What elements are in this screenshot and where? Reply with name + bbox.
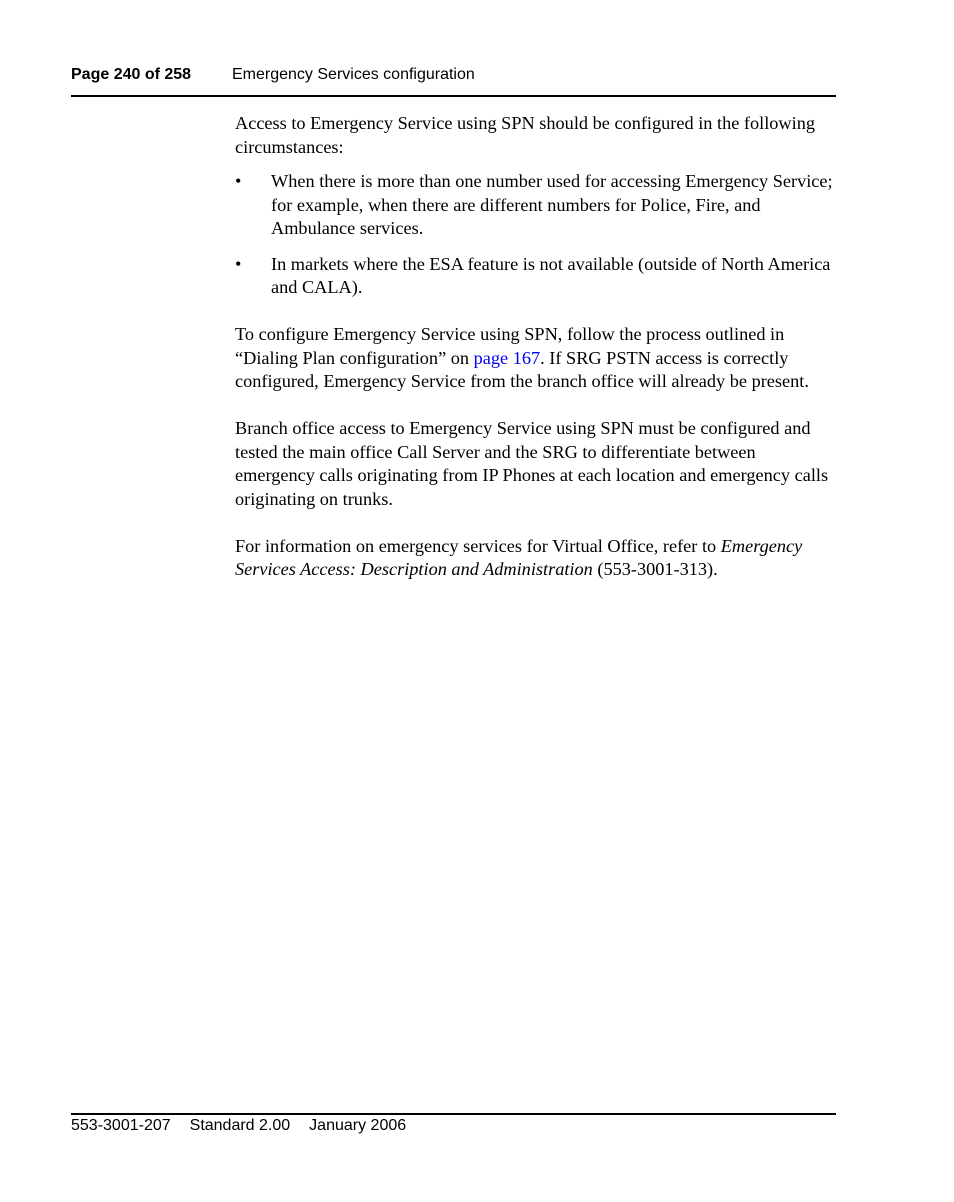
footer-rule [71,1113,836,1115]
virtual-office-text-end: (553-3001-313). [592,559,718,579]
publication-date: January 2006 [309,1117,407,1134]
virtual-office-text-start: For information on emergency services for Virtual Office, refer to [235,535,721,556]
list-item-text: In markets where the ESA feature is not available (outside of North America and CALA). [271,253,831,297]
document-number: 553-3001-207 [71,1117,171,1134]
header-rule [71,95,836,97]
list-item [235,253,836,300]
bullet-list [235,170,836,300]
branch-office-paragraph: Branch office access to Emergency Service using SPN must be configured and tested the main office Call Server and the SRG to differentiate between emergency calls originating from IP Phones at each location and emergency calls originating on trunks. [235,418,829,509]
page-number: Page 240 of 258 [71,66,192,83]
list-item [235,170,836,241]
bullet-icon: • [235,253,242,274]
page-footer [71,1117,425,1135]
intro-paragraph: Access to Emergency Service using SPN should be configured in the following circumstances: [235,113,815,157]
virtual-office-paragraph [235,535,836,582]
referenced-document-title: Emergency Services Access: Description and Administration [235,535,803,579]
configure-text-end: . If SRG PSTN access is correctly configured, Emergency Service from the branch office will already be present. [235,347,809,391]
list-item-text: When there is more than one number used for accessing Emergency Service; for example, when there are different numbers for Police, Fire, and Ambulance services. [271,171,833,238]
configure-text-start: To configure Emergency Service using SPN, follow the process outlined in “Dialing Plan configuration” on [235,324,785,368]
section-title: Emergency Services configuration [232,66,475,83]
standard-version: Standard 2.00 [189,1117,291,1134]
page-header [71,64,836,88]
page-body [235,112,836,582]
configure-paragraph [235,323,836,394]
page-167-link[interactable]: page 167 [473,347,541,368]
bullet-icon: • [235,171,242,191]
